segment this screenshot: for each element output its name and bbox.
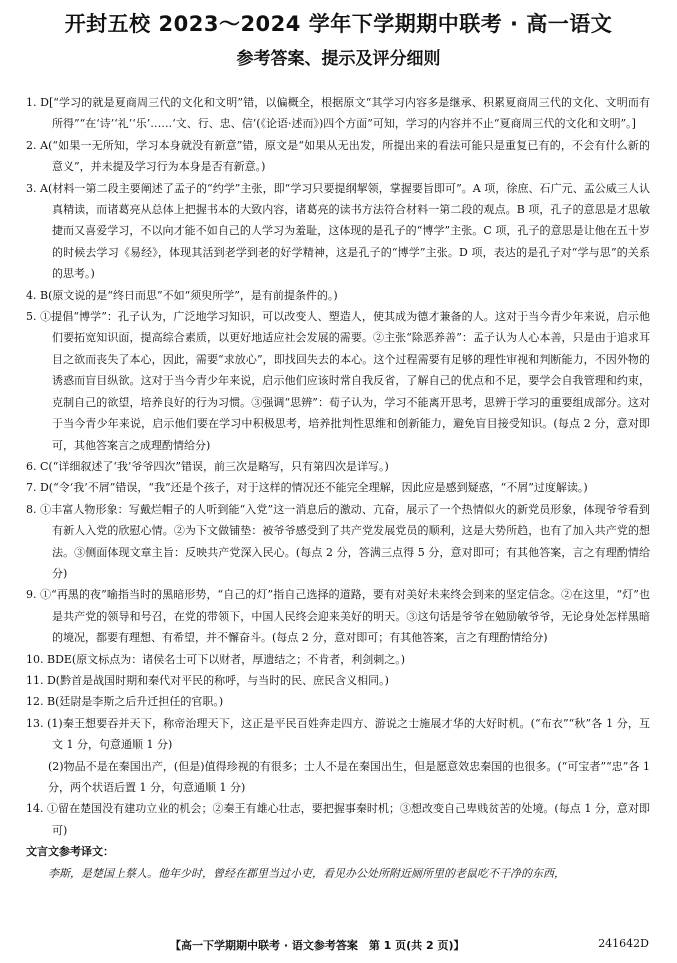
answer-text: 2. A(“如果一无所知，学习本身就没有新意”错，原文是“如果从无出发，所提出来的看法可能只是重复已有的，不会有什么新的意义”，并未提及学习行为本身是否有新意。) [26,138,650,174]
answer-text: 3. A(材料一第二段主要阐述了孟子的“约学”主张，即“学习只要提纲挈领，掌握要旨即可”。A 项，徐庶、石广元、孟公威三人认真精读，而诸葛亮从总体上把握书本的大致内容，诸葛亮的读书方法符合材料一第二段的观点。B 项，孔子的意思是才思敏捷而又喜爱学习，不以向才能不如自己的人学习为羞耻，这体现的是孔子的“博学”主张。C 项，孔子的意思是让他在五十岁的时候去学习《易经》，体现其活到老学到老的好学精神，这是孔子的“博学”主张。D 项，表达的是孔子对“学与思”的关系的思考。) [26,181,650,281]
translation-heading: 文言文参考译文： [26,845,114,859]
page-subtitle: 参考答案、提示及评分细则 [236,49,441,69]
footer-code: 241642D [598,937,649,950]
answer-item [26,584,650,648]
answer-item [26,456,650,477]
answer-text: 6. C(“详细叙述了‘我’爷爷四次”错误，前三次是略写，只有第四次是详写。) [26,459,389,473]
answer-subtext: (2)物品不是在秦国出产，(但是)值得珍视的有很多；士人不是在秦国出生，但是愿意效忠秦国的也很多。(“可宝者”“忠”各 1 分，两个状语后置 1 分，句意通顺 1 分) [48,759,650,794]
answer-item [26,691,650,712]
answer-item [26,477,650,498]
answer-item [26,285,650,306]
answer-item [26,713,650,799]
page-footer [0,937,677,957]
footer-text: 【高一下学期期中联考 · 语文参考答案 第 1 页(共 2 页)】 [170,939,465,952]
answer-text: 4. B(原文说的是“终日而思”不如“须臾所学”，是有前提条件的。) [26,288,338,302]
answer-item [26,178,650,285]
answer-text: 5. ①提倡“博学”：孔子认为，广泛地学习知识，可以改变人、塑造人，使其成为德才兼备的人。这对于当今青少年来说，启示他们要拓宽知识面，提高综合素质，以更好地适应社会发展的需要。②主张“除恶养善”：孟子认为人心本善，只是由于追求耳目之欲而丧失了本心，因此，需要“求放心”，即找回失去的本心。这个过程需要有足够的理性审视和判断能力，不因外物的诱惑而盲目纵欲。这对于当今青少年来说，启示他们应该时常自我反省，了解自己的优点和不足，要学会自我管理和约束，克制自己的欲望，培养良好的行为习惯。③强调“思辨”：荀子认为，学习不能离开思考，思辨于学习的重要组成部分。这对于当今青少年来说，启示他们要在学习中积极思考，培养批判性思维和创新能力，避免盲目接受知识。(每点 2 分，意对即可，其他答案言之成理酌情给分) [26,310,650,452]
page-title: 开封五校 2023～2024 学年下学期期中联考 · 高一语文 [64,12,613,36]
answer-item [26,499,650,585]
answer-text: 10. BDE(原文标点为：诸侯名士可下以财者，厚遗结之；不肯者，利剑刺之。) [26,652,406,666]
answer-item [26,670,650,691]
answer-list [26,92,650,884]
answer-item [26,798,650,841]
answer-item [26,306,650,456]
answer-text: 12. B(廷尉是李斯之后升迁担任的官职。) [26,695,224,709]
answer-text: 7. D(“令‘我’不屑”错误，“我”还是个孩子，对于这样的情况还不能完全理解，因此应是感到疑惑，“不屑”过度解读。) [26,481,588,495]
translation-text: 李斯，是楚国上蔡人。他年少时，曾经在郡里当过小吏，看见办公处所附近厕所里的老鼠吃不干净的东西， [48,866,565,880]
answer-text: 13. (1)秦王想要吞并天下，称帝治理天下，这正是平民百姓奔走四方、游说之士施展才华的大好时机。(“布衣”“秋”各 1 分，互文 1 分，句意通顺 1 分) [26,716,650,752]
answer-text: 9. ①“再黑的夜”喻指当时的黑暗形势，“自己的灯”指自己选择的道路，要有对美好未来终会到来的坚定信念。②在这里，“灯”也是共产党的领导和号召，在党的带领下，中国人民终会迎来美好的明天。③这句话是爷爷在勉励敏爷爷，无论身处怎样黑暗的境况，都要有理想、有希望，并不懈奋斗。(每点 2 分，意对即可；有其他答案，言之有理酌情给分) [26,588,650,645]
answer-text: 11. D(黔首是战国时期和秦代对平民的称呼，与当时的民、庶民含义相同。) [26,673,389,687]
answer-item [26,92,650,135]
answer-text: 8. ①丰富人物形象：写戴烂帽子的人听到能“入党”这一消息后的激动、亢奋，展示了一个热情似火的新党员形象，体现爷爷看到有新人入党的欣慰心情。②为下文做铺垫：被爷爷感受到了共产党发展党员的顺利，这是大势所趋，也有了加入共产党的想法。③侧面体现文章主旨：反映共产党深入民心。(每点 2 分，答满三点得 5 分，意对即可；有其他答案，言之有理酌情给分) [26,502,650,580]
answer-text: 1. D[“学习的就是夏商周三代的文化和文明”错，以偏概全，根据原文“其学习内容多是继承、积累夏商周三代的文化、文明而有所得”“在‘诗’‘礼’‘乐’……‘文、行、忠、信’(《论语·述而》)四个方面”可知，学习的内容并不止“夏商周三代的文化和文明”。] [26,96,650,131]
answer-text: 14. ①留在楚国没有建功立业的机会；②秦王有雄心壮志，要把握事秦时机；③想改变自己卑贱贫苦的处境。(每点 1 分，意对即可) [26,802,650,837]
answer-item [26,649,650,670]
answer-item [26,135,650,178]
